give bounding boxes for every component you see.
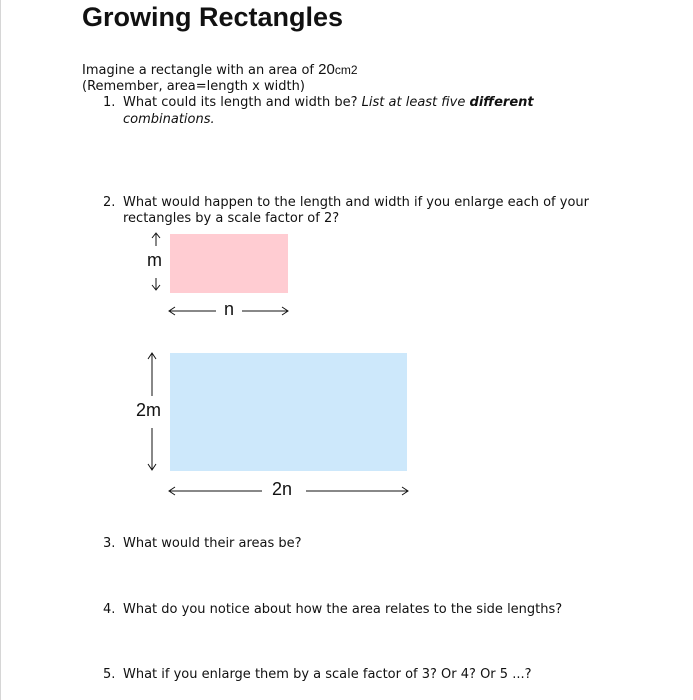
question-3 [103, 535, 302, 552]
small-height-label: m [147, 250, 162, 270]
page-left-edge [0, 0, 1, 700]
question-2 [103, 194, 589, 211]
question-3-number: 3. [103, 536, 116, 551]
question-5-number: 5. [103, 667, 116, 682]
question-5-text: What if you enlarge them by a scale factor of 3? Or 4? Or 5 ...? [123, 667, 532, 682]
question-5 [103, 666, 531, 683]
small-width-label: n [224, 299, 235, 319]
question-2-text: What would happen to the length and width if you enlarge each of your [123, 195, 589, 210]
area-unit: cm2 [334, 63, 358, 77]
area-value: 20 [318, 61, 335, 78]
question-1-line-2: combinations. [123, 112, 215, 127]
question-4-text: What do you notice about how the area relates to the side lengths? [123, 602, 563, 617]
question-2-number: 2. [103, 195, 116, 210]
question-4 [103, 601, 562, 618]
question-1 [103, 94, 534, 111]
intro-line-1 [82, 61, 358, 79]
small-rectangle [170, 234, 288, 293]
intro-text: Imagine a rectangle with an area of [82, 63, 319, 78]
question-1-italic: List at least five [361, 95, 470, 110]
question-2-line-2: rectangles by a scale factor of 2? [123, 211, 340, 226]
large-height-label: 2m [136, 400, 162, 420]
large-width-label: 2n [272, 479, 293, 499]
question-1-text: What could its length and width be? [123, 95, 362, 110]
question-1-emphasis: different [469, 95, 534, 110]
intro-line-2: (Remember, area=length x width) [82, 79, 305, 94]
large-rectangle [170, 353, 407, 471]
page-title: Growing Rectangles [82, 2, 344, 32]
question-3-text: What would their areas be? [123, 536, 302, 551]
question-1-number: 1. [103, 95, 116, 110]
question-4-number: 4. [103, 602, 116, 617]
